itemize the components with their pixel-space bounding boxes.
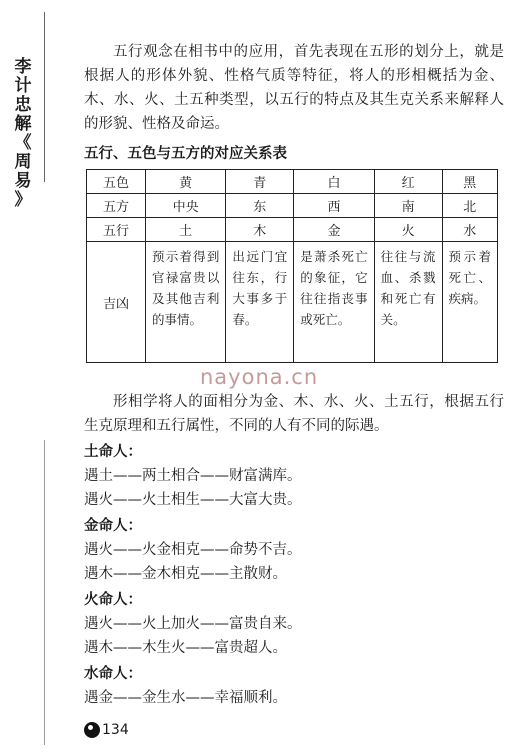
rule-line: 遇火——火土相生——大富大贵。 bbox=[84, 492, 302, 508]
table-cell: 金 bbox=[294, 218, 374, 242]
section-heading: 火命人： bbox=[84, 592, 142, 608]
table-cell: 土 bbox=[146, 218, 226, 242]
side-title-char: 》 bbox=[14, 190, 32, 210]
section-heading: 土命人： bbox=[84, 444, 142, 460]
table-cell: 水 bbox=[442, 218, 497, 242]
table-cell: 木 bbox=[226, 218, 294, 242]
table-row bbox=[87, 218, 498, 242]
row-label: 五行 bbox=[87, 218, 146, 242]
table-cell: 白 bbox=[294, 170, 374, 194]
table-cell: 火 bbox=[374, 218, 442, 242]
rule-line: 遇土——两土相合——财富满库。 bbox=[84, 468, 302, 484]
table-cell: 是萧杀死亡的象征，它往往指丧事或死亡。 bbox=[294, 242, 374, 363]
side-title-char: 计 bbox=[14, 76, 32, 96]
side-title-char: 忠 bbox=[14, 95, 32, 115]
section-heading: 金命人： bbox=[84, 518, 142, 534]
table-cell: 黄 bbox=[146, 170, 226, 194]
side-rule-bottom bbox=[44, 440, 45, 745]
table-cell: 预示着得到官禄富贵以及其他吉利的事情。 bbox=[146, 242, 226, 363]
para-two: 形相学将人的面相分为金、木、水、火、土五行，根据五行生克原理和五行属性，不同的人有不同的际遇。 bbox=[84, 394, 504, 434]
table-cell: 黑 bbox=[442, 170, 497, 194]
table-cell: 中央 bbox=[146, 194, 226, 218]
correspondence-table bbox=[86, 169, 498, 363]
side-title-char: 易 bbox=[14, 171, 32, 191]
table-cell: 南 bbox=[374, 194, 442, 218]
table-cell: 东 bbox=[226, 194, 294, 218]
side-title-char: 《 bbox=[14, 133, 32, 153]
rule-line: 遇火——火上加火——富贵自来。 bbox=[84, 616, 302, 632]
table-cell: 红 bbox=[374, 170, 442, 194]
section-heading: 水命人： bbox=[84, 666, 142, 682]
intro-paragraph: 五行观念在相书中的应用，首先表现在五形的划分上，就是根据人的形体外貌、性格气质等特征，将人的形相概括为金、木、水、火、土五种类型，以五行的特点及其生克关系来解释人的形貌、性格及命运。 bbox=[84, 44, 504, 132]
yin-yang-icon bbox=[84, 722, 100, 738]
table-cell: 出远门宜往东，行大事多于春。 bbox=[226, 242, 294, 363]
table-row bbox=[87, 170, 498, 194]
rule-line: 遇木——金木相克——主散财。 bbox=[84, 566, 287, 582]
table-title: 五行、五色与五方的对应关系表 bbox=[84, 146, 287, 162]
row-label: 五色 bbox=[87, 170, 146, 194]
row-label: 五方 bbox=[87, 194, 146, 218]
second-section bbox=[84, 390, 504, 710]
side-title-char: 李 bbox=[14, 57, 32, 77]
table-cell: 西 bbox=[294, 194, 374, 218]
rule-line: 遇木——木生火——富贵超人。 bbox=[84, 640, 287, 656]
side-title-char: 解 bbox=[14, 114, 32, 134]
side-rule-top bbox=[44, 12, 45, 182]
page-number-text: 134 bbox=[102, 722, 129, 738]
main-content bbox=[84, 40, 504, 363]
rule-line: 遇火——火金相克——命势不吉。 bbox=[84, 542, 302, 558]
row-label: 吉凶 bbox=[87, 242, 146, 363]
page-number bbox=[84, 722, 129, 738]
book-side-title bbox=[6, 58, 40, 210]
table-row bbox=[87, 242, 498, 363]
table-cell: 往往与流血、杀戮和死亡有关。 bbox=[374, 242, 442, 363]
table-row bbox=[87, 194, 498, 218]
watermark: nayona.cn bbox=[200, 365, 319, 389]
table-cell: 青 bbox=[226, 170, 294, 194]
table-cell: 预示着死亡、疾病。 bbox=[442, 242, 497, 363]
side-title-char: 周 bbox=[14, 152, 32, 172]
rule-line: 遇金——金生水——幸福顺利。 bbox=[84, 690, 287, 706]
table-cell: 北 bbox=[442, 194, 497, 218]
